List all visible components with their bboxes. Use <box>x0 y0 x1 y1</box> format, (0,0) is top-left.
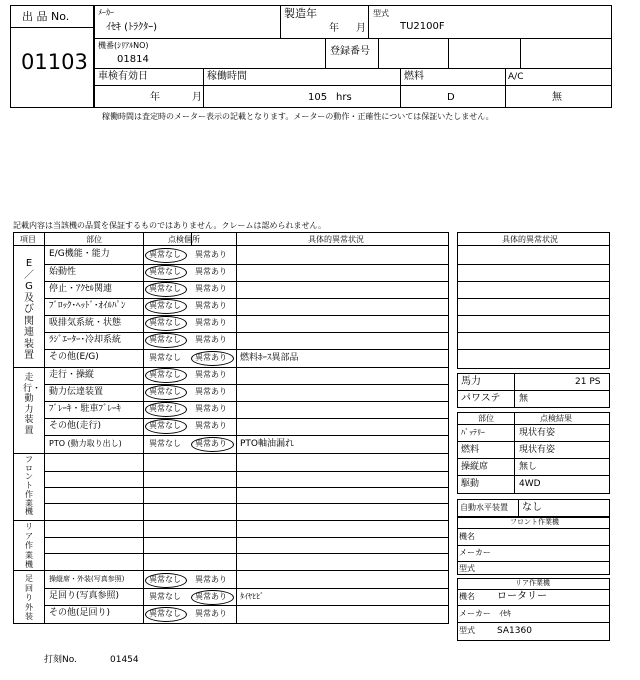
front-implement-header: フロント作業機 <box>510 518 559 526</box>
row-part: 走行・操縦 <box>49 370 95 380</box>
selected-circle <box>145 282 187 297</box>
horsepower-value: 21 PS <box>575 377 601 387</box>
inspection-year-unit: 年 <box>150 92 160 103</box>
rear-model-label: 型式 <box>459 626 475 635</box>
row-part: PTO (動力取り出し) <box>49 439 122 448</box>
year-unit: 年 <box>329 23 339 34</box>
front-name-label: 機名 <box>459 532 475 541</box>
row-part: 停止・ｱｸｾﾙ関連 <box>49 284 113 294</box>
rear-name-label: 機名 <box>459 592 475 601</box>
abnormal-option: 異常あり <box>195 387 227 396</box>
selected-circle <box>145 573 187 588</box>
normal-option: 異常なし <box>149 421 181 430</box>
selected-circle <box>191 437 234 452</box>
row-part: 操縦席・外装(写真参照) <box>49 575 125 583</box>
ac-value: 無 <box>552 92 562 103</box>
check-part: ﾊﾞｯﾃﾘｰ <box>461 428 485 437</box>
col-part-header: 部位 <box>86 235 102 244</box>
power-steering-value: 無 <box>519 394 529 404</box>
rear-name-value: ロータリー <box>497 591 547 602</box>
normal-option: 異常なし <box>149 404 181 413</box>
check-part: 操縦席 <box>461 462 489 472</box>
normal-option: 異常なし <box>149 284 181 293</box>
abnormal-option: 異常あり <box>195 575 227 584</box>
maker-value: ｲｾｷ (ﾄﾗｸﾀｰ) <box>106 22 157 33</box>
front-maker-label: メーカー <box>459 548 491 557</box>
lot-number: 01103 <box>21 50 88 74</box>
row-detail: PTO軸油漏れ <box>240 439 295 449</box>
normal-option: 異常なし <box>149 370 181 379</box>
group-drive: 走行・動力装置 <box>23 373 42 436</box>
normal-option: 異常なし <box>149 592 181 601</box>
year-label: 製造年 <box>284 7 317 20</box>
row-part: ﾗｼﾞｴｰﾀｰ･冷却系統 <box>49 335 122 345</box>
rear-model-value: SA1360 <box>497 626 532 636</box>
selected-circle <box>145 265 187 280</box>
selected-circle <box>145 299 187 314</box>
horsepower-label: 馬力 <box>461 376 481 387</box>
group-front: フロント作業機 <box>25 455 33 517</box>
row-part: ﾌﾞﾛｯｸ･ﾍｯﾄﾞ･ｵｲﾙﾊﾟﾝ <box>49 301 126 311</box>
selected-circle <box>145 248 187 263</box>
fuel-value: D <box>447 92 455 103</box>
row-part: 足回り(写真参照) <box>49 591 120 601</box>
group-engine: E／G及び関連装置 <box>24 258 34 361</box>
abnormal-option: 異常あり <box>195 335 227 344</box>
hours-value: 105 <box>308 92 328 103</box>
row-part: その他(走行) <box>49 421 102 431</box>
month-unit: 月 <box>356 23 366 34</box>
check-result: 無し <box>519 462 538 472</box>
row-part: ﾌﾞﾚｰｷ・駐車ﾌﾞﾚｰｷ <box>49 404 122 414</box>
model-label: 型式 <box>373 9 389 18</box>
col-detail-header: 具体的異常状況 <box>308 235 364 244</box>
normal-option: 異常なし <box>149 575 181 584</box>
part-header: 部位 <box>478 414 494 423</box>
maker-label: ﾒｰｶｰ <box>98 8 114 17</box>
normal-option: 異常なし <box>149 250 181 259</box>
row-part: E/G機能・能力 <box>49 249 110 259</box>
abnormal-option: 異常あり <box>195 250 227 259</box>
selected-circle <box>145 385 187 400</box>
rear-maker-label: メーカー <box>459 609 491 618</box>
selected-circle <box>145 368 187 383</box>
normal-option: 異常なし <box>149 609 181 618</box>
model-value: TU2100F <box>400 21 445 32</box>
normal-option: 異常なし <box>149 318 181 327</box>
normal-option: 異常なし <box>149 335 181 344</box>
serial-value: 01814 <box>117 54 149 65</box>
group-rear: リア作業機 <box>25 522 33 569</box>
col-check-header: 点検個所 <box>168 235 200 244</box>
stamp-value: 01454 <box>110 655 139 665</box>
rear-maker-value: ｲｾｷ <box>499 609 511 618</box>
normal-option: 異常なし <box>149 387 181 396</box>
abnormal-option: 異常あり <box>195 353 227 362</box>
row-detail: 燃料ﾎｰｽ異部品 <box>240 353 299 363</box>
selected-circle <box>145 419 187 434</box>
row-part: 動力伝達装置 <box>49 387 104 397</box>
hours-unit: hrs <box>336 92 352 103</box>
abnormal-option: 異常あり <box>195 421 227 430</box>
hours-label: 稼働時間 <box>207 71 247 82</box>
abnormal-option: 異常あり <box>195 404 227 413</box>
rear-implement-header: リア作業機 <box>515 579 550 587</box>
col-item-header: 項目 <box>20 235 36 244</box>
selected-circle <box>191 590 234 605</box>
stamp-label: 打刻No. <box>44 655 77 665</box>
power-steering-label: パワステ <box>461 393 501 404</box>
inspection-label: 車検有効日 <box>98 71 148 82</box>
hours-note: 稼働時間は査定時のメーター表示の記載となります。メーターの動作・正確性については保証いたしません。 <box>102 112 494 121</box>
selected-circle <box>145 402 187 417</box>
row-part: その他(E/G) <box>49 352 99 362</box>
row-part: 吸排気系統・状態 <box>49 318 122 328</box>
abnormal-option: 異常あり <box>195 609 227 618</box>
abnormal-option: 異常あり <box>195 267 227 276</box>
result-header: 点検結果 <box>540 414 572 423</box>
inspection-month-unit: 月 <box>192 92 202 103</box>
selected-circle <box>145 607 187 622</box>
row-part: その他(足回り) <box>49 608 111 618</box>
registration-label: 登録番号 <box>330 46 370 57</box>
normal-option: 異常なし <box>149 301 181 310</box>
selected-circle <box>191 351 234 366</box>
fuel-label: 燃料 <box>404 71 424 82</box>
abnormal-option: 異常あり <box>195 301 227 310</box>
normal-option: 異常なし <box>149 439 181 448</box>
row-detail: ﾀｲﾔﾋﾋﾞ <box>240 592 264 601</box>
lot-label: 出 品 No. <box>22 10 70 23</box>
ac-label: A/C <box>508 72 524 82</box>
abnormal-option: 異常あり <box>195 370 227 379</box>
abnormal-option: 異常あり <box>195 284 227 293</box>
check-result: 現状有姿 <box>519 445 556 455</box>
disclaimer: 記載内容は当該機の品質を保証するものではありません。クレームは認められません。 <box>13 221 326 230</box>
leveler-value: なし <box>522 502 542 513</box>
check-part: 駆動 <box>461 479 480 489</box>
normal-option: 異常なし <box>149 267 181 276</box>
front-model-label: 型式 <box>459 564 475 573</box>
check-result: 現状有姿 <box>519 428 556 438</box>
right-detail-header: 具体的異常状況 <box>502 235 558 244</box>
selected-circle <box>145 333 187 348</box>
row-part: 始動性 <box>49 267 77 277</box>
abnormal-option: 異常あり <box>195 318 227 327</box>
abnormal-option: 異常あり <box>195 592 227 601</box>
leveler-label: 自動水平装置 <box>460 503 508 512</box>
check-part: 燃料 <box>461 445 480 455</box>
normal-option: 異常なし <box>149 353 181 362</box>
check-result: 4WD <box>519 479 541 489</box>
serial-label: 機番(ｼﾘｱﾙNO) <box>98 41 149 50</box>
group-feet: 足回り外装 <box>25 574 33 621</box>
abnormal-option: 異常あり <box>195 439 227 448</box>
selected-circle <box>145 316 187 331</box>
